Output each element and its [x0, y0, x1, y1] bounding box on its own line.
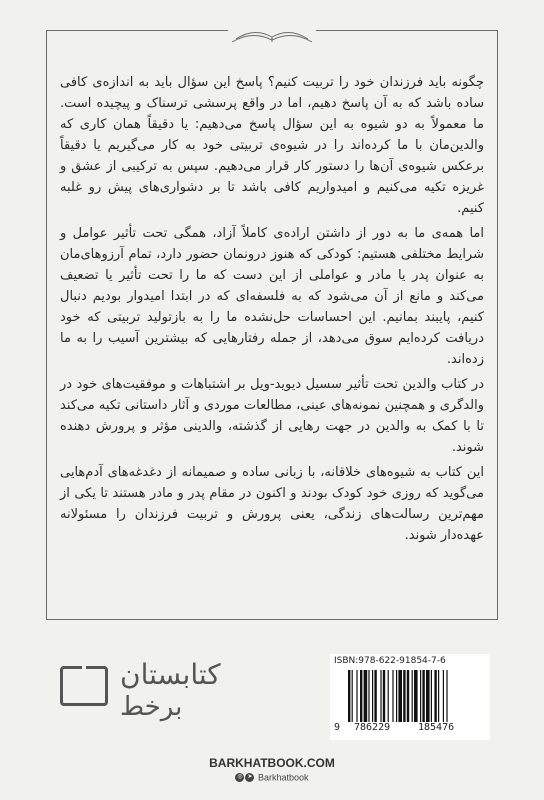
blurb-paragraph-1: چگونه باید فرزندان خود را تربیت کنیم؟ پاسخ این سؤال باید به اندازه‌ی کافی ساده باشد که به آن پاسخ دهیم، اما در واقع پرسشی ترسناک و پیچیده است. ما معمولاً به دو شیوه به این سؤال پاسخ می‌دهیم: یا دقیقاً همان کاری که والدین‌مان با ما کرده‌اند را در شیوه‌ی تربیتی خود به کار می‌گیریم یا دقیقاً برعکس شیوه‌ی آن‌ها را دستور کار قرار می‌دهیم. سپس به ترکیبی از عشق و غریزه تکیه می‌کنیم و امیدواریم کافی باشد تا بر دشواری‌های پیش رو غلبه کنیم.: [60, 75, 484, 216]
logo-line-2: برخط: [120, 692, 183, 722]
instagram-icon: ◎: [237, 774, 243, 781]
social-handle: Barkhatbook: [257, 772, 309, 783]
book-box-icon: [60, 666, 108, 706]
blurb-paragraph-2: اما همه‌ی ما به دور از داشتن اراده‌ی کاملاً آزاد، همگی تحت تأثیر عوامل و شرایط مختلفی هستیم: کودکی که هنوز درونمان حضور دارد، تمام آرزوهای‌مان به عنوان پدر یا مادر و عواملی از این دست که ما را تحت تأثیر یا تضعیف می‌کند و مانع از آن می‌شود که به فلسفه‌ای که در ابتدا امیدوار بودیم دنبال کنیم، پایبند بمانیم. این احساسات حل‌نشده ما را به بازتولید تربیتی که خود دریافت کرده‌ایم سوق می‌دهد، از جمله رفتارهایی که بیشترین آسیب را به ما زده‌اند.: [60, 226, 484, 367]
telegram-icon: ➤: [247, 774, 253, 781]
barcode-digit-first: 9: [334, 722, 341, 733]
barcode-digits-right: 185476: [418, 722, 455, 733]
barcode-digits-left: 786229: [354, 722, 391, 733]
blurb-paragraph-3: در کتاب والدین تحت تأثیر سسیل دیوید-ویل بر اشتباهات و موفقیت‌های خود در والدگری و همچنین نمونه‌های عینی، مطالعات موردی و آثار داستانی تکیه می‌کند تا با کمک به والدین در جهت رهایی از گذشته، والدینی مؤثر و پرورش دهنده شوند.: [60, 377, 484, 455]
barcode-bars-icon: [346, 670, 486, 722]
barcode-digits: [334, 722, 490, 736]
logo-line-1: کتابستان: [120, 658, 221, 691]
publisher-logo: [60, 652, 310, 732]
isbn-label: ISBN:978-622-91854-7-6: [334, 656, 446, 666]
blurb-text: [60, 72, 484, 550]
website-url[interactable]: BARKHATBOOK.COM: [209, 756, 335, 770]
barcode: [330, 654, 490, 740]
open-book-icon: [228, 22, 316, 46]
social-handle-row[interactable]: [0, 772, 544, 783]
blurb-paragraph-4: این کتاب به شیوه‌های خلاقانه، با زبانی ساده و صمیمانه از دغدغه‌های آدم‌هایی می‌گوید که روزی خود کودک بودند و اکنون در مقام پدر و مادر هستند تا یکی از مهم‌ترین رسالت‌های زندگی، یعنی پرورش و تربیت فرزندان را مسئولانه عهده‌دار شوند.: [60, 465, 484, 543]
